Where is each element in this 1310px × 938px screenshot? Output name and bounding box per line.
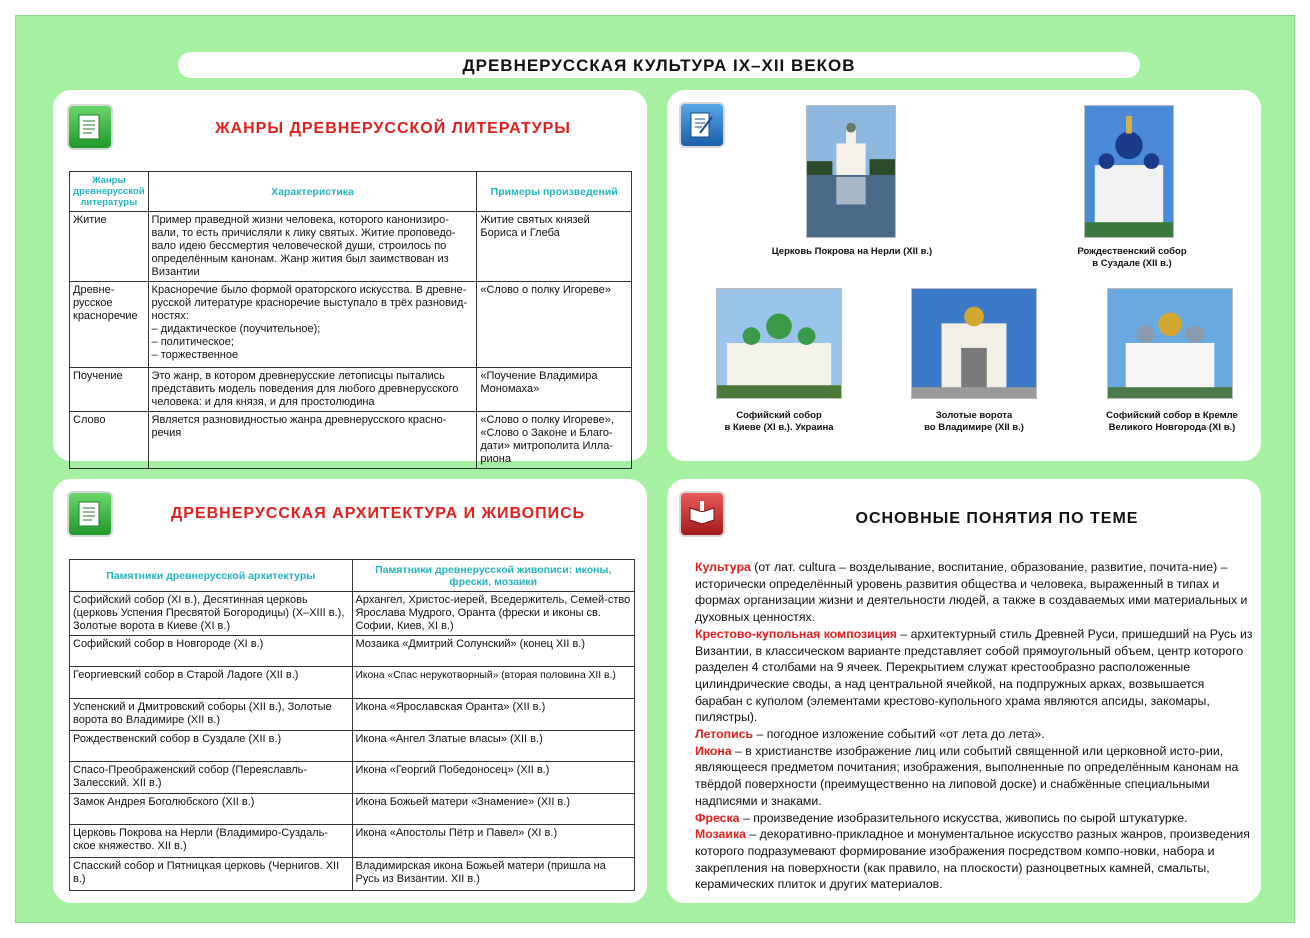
desc-cell: Это жанр, в котором древнерусские летописцы пытались представить модель поведения для любого древнерусского человека: и для князя, и для простолюдина	[148, 368, 477, 412]
concepts-list	[695, 559, 1255, 893]
genre-cell: Поучение	[70, 368, 149, 412]
table-header-row	[70, 172, 632, 212]
poster	[15, 15, 1295, 923]
concept-term: Летопись	[695, 727, 754, 742]
header-examples: Примеры произведений	[477, 172, 632, 212]
header-genre: Жанры древнерусской литературы	[70, 172, 149, 212]
photo-pokrova-church	[806, 105, 896, 238]
architecture-cell: Софийский собор (XI в.), Десятинная церковь (церковь Успения Пресвятой Богородицы) (X–XIII в.), Золотые ворота в Киеве (XI в.)	[70, 592, 353, 636]
table-row	[70, 699, 635, 731]
header-painting: Памятники древнерусской живописи: иконы, фрески, мозаики	[352, 560, 635, 592]
desc-cell: Красноречие было формой ораторского искусства. В древне-русской литературе красноречие выступало в трёх разновид-ностях: – дидактическое (поучительное); – политическое; – торжественное	[148, 282, 477, 368]
genre-cell: Житие	[70, 212, 149, 282]
literature-panel	[53, 90, 647, 465]
architecture-cell: Рождественский собор в Суздале (XII в.)	[70, 731, 353, 762]
painting-cell: Архангел, Христос-иерей, Вседержитель, Семей-ство Ярослава Мудрого, Оранта (фрески и иконы св. Софии, Киев, XI в.)	[352, 592, 635, 636]
concepts-title: ОСНОВНЫЕ ПОНЯТИЯ ПО ТЕМЕ	[855, 510, 1139, 527]
table-row	[70, 825, 635, 858]
table-row	[70, 592, 635, 636]
genres-table	[69, 171, 632, 469]
table-row	[70, 412, 632, 469]
concept-term: Крестово-купольная композиция	[695, 626, 897, 641]
examples-cell: «Слово о полку Игореве»	[477, 282, 632, 368]
concept-text: – погодное изложение событий «от лета до лета».	[753, 727, 1045, 742]
photo-caption: Золотые ворота во Владимире (XII в.)	[924, 410, 1024, 433]
architecture-cell: Софийский собор в Новгороде (XI в.)	[70, 636, 353, 667]
table-row	[70, 667, 635, 699]
examples-cell: «Слово о полку Игореве», «Слово о Законе и Благо-дати» митрополита Илла-риона	[477, 412, 632, 469]
table-row	[70, 858, 635, 891]
concept-term: Икона	[695, 743, 732, 758]
painting-cell: Икона «Апостолы Пётр и Павел» (XI в.)	[352, 825, 635, 858]
painting-cell: Мозаика «Дмитрий Солунский» (конец XII в.)	[352, 636, 635, 667]
painting-cell: Икона «Георгий Победоносец» (XII в.)	[352, 762, 635, 794]
edit-document-icon	[679, 102, 725, 148]
genre-cell: Слово	[70, 412, 149, 469]
header-characteristic: Характеристика	[148, 172, 477, 212]
concept-term: Мозаика	[695, 827, 746, 842]
concept-text: – произведение изобразительного искусства, живопись по сырой штукатурке.	[739, 810, 1188, 825]
table-row	[70, 731, 635, 762]
photo-kiev-sophia	[716, 288, 842, 399]
table-row	[70, 636, 635, 667]
concept-text: – в христианстве изображение лиц или событий священной или церковной исто-рии, являющееся предметом почитания; изображения, выполненные по определённым канонам на твёрдой поверхности (преимущественно на липовой доске) и снабжённые специальными надписями и знаками.	[695, 743, 1239, 808]
photo-caption: Софийский собор в Кремле Великого Новгорода (XI в.)	[1106, 410, 1238, 433]
concept-item	[695, 810, 1255, 827]
concept-text: – архитектурный стиль Древней Руси, пришедший на Русь из Византии, в классическом варианте представляет собой прямоугольный объем, центр которого разделен 4 столбами на 9 ячеек. Перекрытием служат крестообразно расположенные цилиндрические своды, а над центральной ячейкой, на подпружных арках, возвышается барабан с куполом (элементами крестово-купольного храма являются апсиды, закомары, пилястры).	[695, 626, 1253, 725]
architecture-cell: Замок Андрея Боголюбского (XII в.)	[70, 794, 353, 825]
photo-golden-gate	[911, 288, 1037, 399]
table-row	[70, 794, 635, 825]
concept-text: – декоративно-прикладное и монументальное искусство разных жанров, произведения которого подразумевают формирование изображения посредством компо-новки, набора и закрепления на поверхности (как правило, на плоскости) разноцветных камней, смальты, керамических плиток и других материалов.	[695, 827, 1250, 892]
photo-caption: Рождественский собор в Суздале (XII в.)	[1077, 246, 1187, 269]
painting-cell: Икона «Ярославская Оранта» (XII в.)	[352, 699, 635, 731]
poster-title: ДРЕВНЕРУССКАЯ КУЛЬТУРА IX–XII ВЕКОВ	[178, 52, 1140, 78]
architecture-cell: Церковь Покрова на Нерли (Владимиро-Суздаль-ское княжество. XII в.)	[70, 825, 353, 858]
photos-panel	[667, 90, 1261, 461]
table-row	[70, 368, 632, 412]
photo-caption: Церковь Покрова на Нерли (XII в.)	[771, 246, 933, 257]
concepts-panel	[667, 479, 1261, 903]
desc-cell: Пример праведной жизни человека, которого канонизиро-вали, то есть причисляли к лику святых. Житие проповедо-вало идею бессмертия человеческой души, строилось по определённым канонам. Жанр жития был заимствован из Византии	[148, 212, 477, 282]
table-row	[70, 212, 632, 282]
header-architecture: Памятники древнерусской архитектуры	[70, 560, 353, 592]
photo-suzdal-cathedral	[1084, 105, 1174, 238]
concept-item	[695, 559, 1255, 626]
document-icon	[67, 491, 113, 537]
table-row	[70, 282, 632, 368]
painting-cell: Икона «Спас нерукотворный» (вторая половина XII в.)	[352, 667, 635, 699]
concept-term: Фреска	[695, 810, 740, 825]
concept-item	[695, 626, 1255, 726]
architecture-panel	[53, 479, 647, 903]
concept-item	[695, 726, 1255, 743]
concept-text: (от лат. cultura – возделывание, воспитание, образование, развитие, почита-ние) – исторически определённый уровень развития общества и человека, выраженный в типах и формах организации жизни и деятельности людей, а также в создаваемых ими материальных и духовных ценностях.	[695, 560, 1248, 625]
monuments-table	[69, 559, 635, 891]
painting-cell: Владимирская икона Божьей матери (пришла на Русь из Византии. XII в.)	[352, 858, 635, 891]
document-icon	[67, 104, 113, 150]
genre-cell: Древне-русское красноречие	[70, 282, 149, 368]
architecture-cell: Спасский собор и Пятницкая церковь (Чернигов. XII в.)	[70, 858, 353, 891]
painting-cell: Икона Божьей матери «Знамение» (XII в.)	[352, 794, 635, 825]
examples-cell: Житие святых князей Бориса и Глеба	[477, 212, 632, 282]
desc-cell: Является разновидностью жанра древнерусского красно-речия	[148, 412, 477, 469]
painting-cell: Икона «Ангел Златые власы» (XII в.)	[352, 731, 635, 762]
book-exclamation-icon	[679, 491, 725, 537]
architecture-cell: Георгиевский собор в Старой Ладоге (XII в.)	[70, 667, 353, 699]
table-row	[70, 762, 635, 794]
concept-term: Культура	[695, 560, 751, 574]
architecture-cell: Успенский и Дмитровский соборы (XII в.), Золотые ворота во Владимире (XII в.)	[70, 699, 353, 731]
photo-caption: Софийский собор в Киеве (XI в.). Украина	[724, 410, 834, 433]
literature-title: ЖАНРЫ ДРЕВНЕРУССКОЙ ЛИТЕРАТУРЫ	[215, 120, 571, 137]
architecture-cell: Спасо-Преображенский собор (Переяславль-Залесский. XII в.)	[70, 762, 353, 794]
table-header-row	[70, 560, 635, 592]
examples-cell: «Поучение Владимира Мономаха»	[477, 368, 632, 412]
photo-novgorod-sophia	[1107, 288, 1233, 399]
architecture-title: ДРЕВНЕРУССКАЯ АРХИТЕКТУРА И ЖИВОПИСЬ	[170, 505, 586, 522]
concept-item	[695, 826, 1255, 893]
concept-item	[695, 743, 1255, 810]
